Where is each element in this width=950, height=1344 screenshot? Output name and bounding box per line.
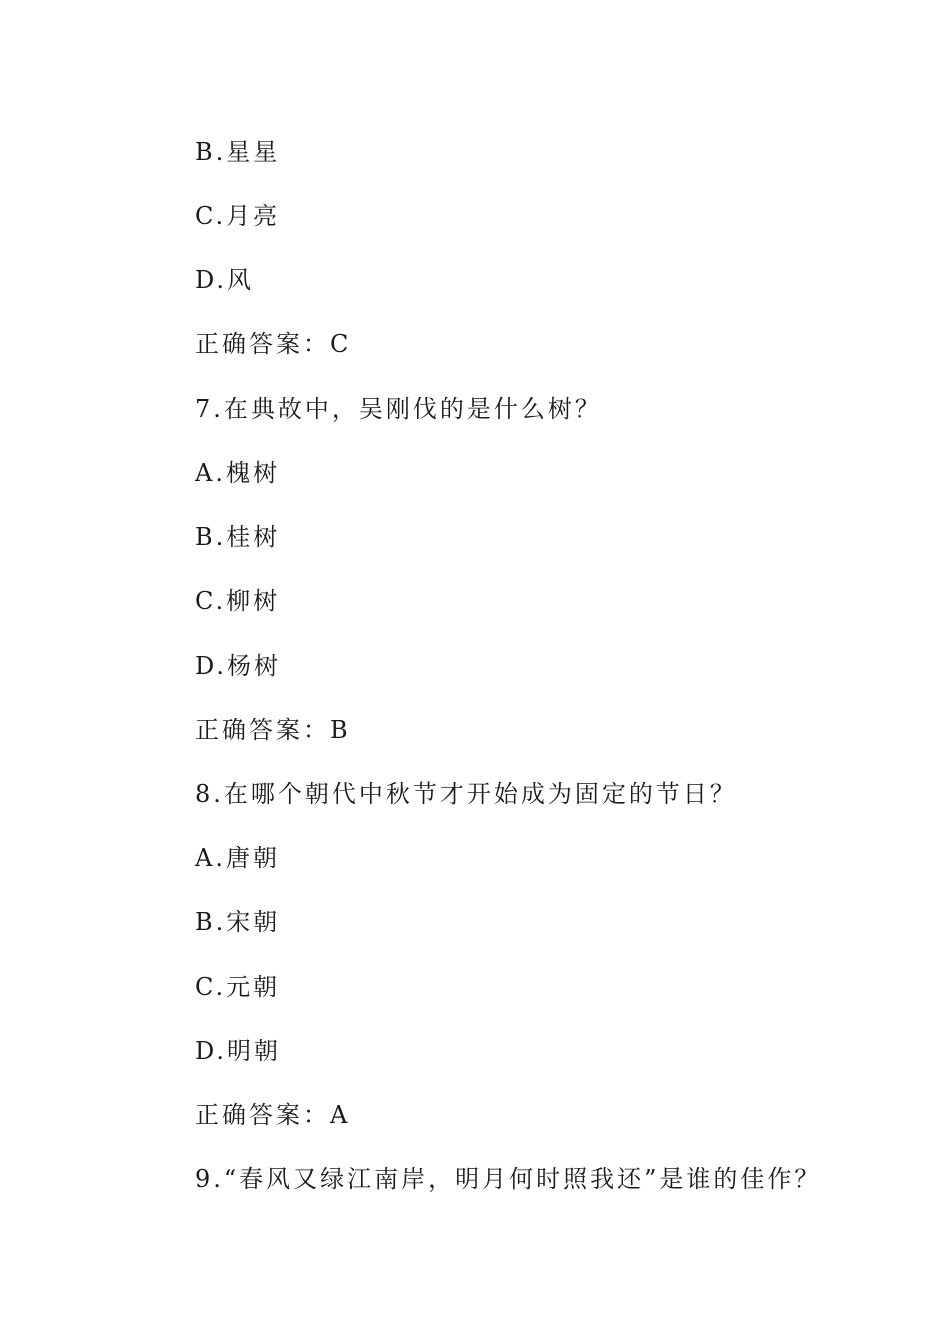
option-line: D.明朝 [195, 1037, 282, 1065]
answer-line: 正确答案：B [195, 716, 351, 744]
answer-line: 正确答案：A [195, 1101, 351, 1129]
question-line: 8.在哪个朝代中秋节才开始成为固定的节日？ [195, 780, 737, 808]
option-line: B.宋朝 [195, 908, 281, 936]
option-line: D.杨树 [195, 652, 282, 680]
option-line: D.风 [195, 266, 255, 294]
option-line: B.星星 [195, 138, 281, 166]
option-line: A.槐树 [195, 459, 280, 487]
answer-line: 正确答案：C [195, 330, 352, 358]
option-line: C.柳树 [195, 587, 281, 615]
option-line: C.月亮 [195, 202, 281, 230]
option-line: B.桂树 [195, 523, 281, 551]
option-line: C.元朝 [195, 973, 281, 1001]
question-line: 9.“春风又绿江南岸，明月何时照我还”是谁的佳作？ [195, 1165, 822, 1193]
question-line: 7.在典故中，吴刚伐的是什么树？ [195, 395, 602, 423]
option-line: A.唐朝 [195, 844, 280, 872]
